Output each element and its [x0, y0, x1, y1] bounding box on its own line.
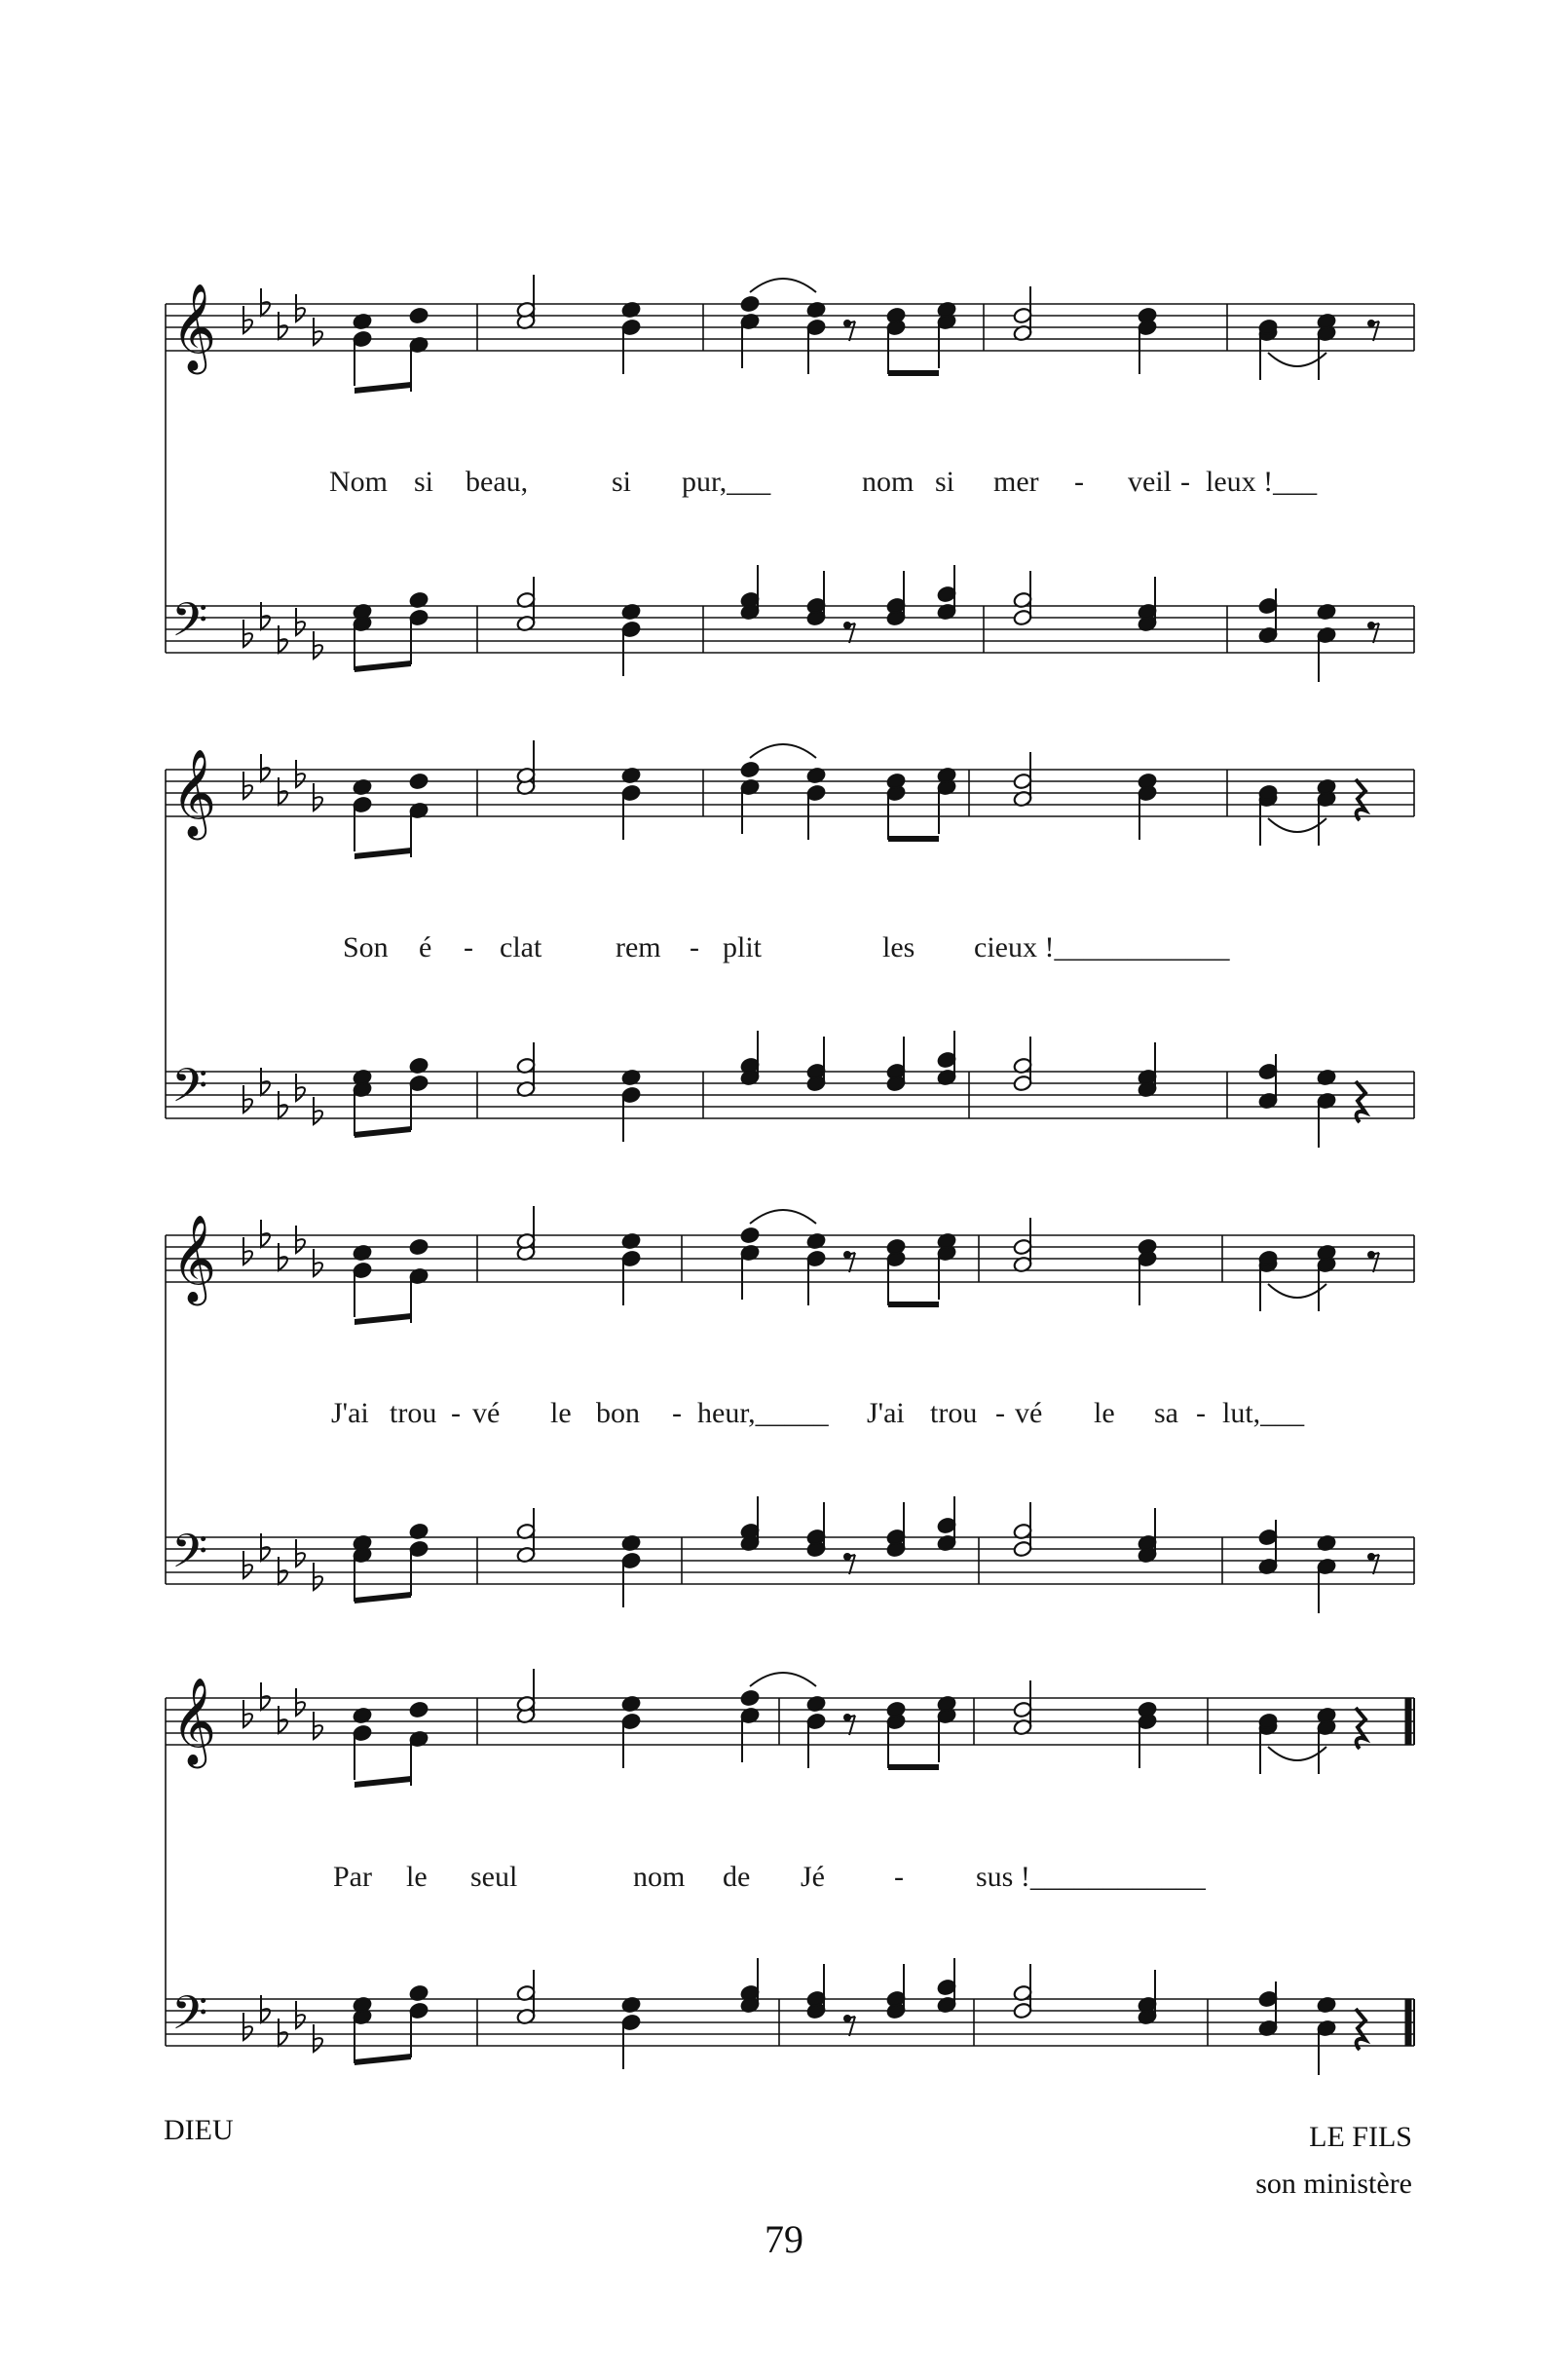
treble-clef-icon: 𝄞: [171, 749, 217, 837]
note-head: [740, 1227, 760, 1244]
lyric-syllable: -: [464, 931, 473, 963]
flat-sign: [296, 2001, 305, 2028]
footer-section-left: DIEU: [164, 2114, 234, 2146]
lyric-syllable: le: [406, 1861, 428, 1893]
lyric-syllable: cieux !____________: [974, 931, 1230, 963]
lyric-syllable: vé: [472, 1397, 501, 1429]
lyric-syllable: nom: [862, 466, 915, 498]
page-number: 79: [765, 2217, 803, 2261]
note-head: [740, 1689, 760, 1707]
note-beam: [355, 1126, 411, 1138]
bass-clef-icon: 𝄢: [171, 592, 208, 659]
footer-chapter: LE FILS: [1309, 2121, 1412, 2153]
note-head: [740, 761, 760, 778]
lyric-syllable: -: [672, 1397, 682, 1429]
flat-sign: [243, 1085, 252, 1113]
lyric-syllable: Par: [333, 1861, 372, 1893]
treble-clef-icon: 𝄞: [171, 1215, 217, 1302]
flat-sign: [296, 1688, 305, 1716]
flat-sign: [314, 1712, 322, 1739]
note-beam: [888, 370, 939, 376]
footer-section-right: [1255, 2114, 1412, 2208]
note-head: [409, 773, 429, 790]
lyric-syllable: -: [1180, 466, 1190, 498]
flat-sign: [296, 294, 305, 321]
lyric-syllable: bon: [596, 1397, 640, 1429]
flat-sign: [243, 2013, 252, 2040]
flat-sign: [261, 288, 270, 316]
flat-sign: [314, 1249, 322, 1276]
bass-clef-icon: 𝄢: [171, 1985, 208, 2052]
flat-sign: [296, 760, 305, 787]
flat-sign: [243, 1700, 252, 1727]
lyric-syllable: rem: [616, 931, 661, 963]
flat-sign: [243, 1551, 252, 1578]
lyric-syllable: si: [612, 466, 632, 498]
note-beam: [355, 848, 411, 859]
lyric-syllable: vé: [1015, 1397, 1043, 1429]
note-beam: [355, 1592, 411, 1604]
tie-arc: [750, 279, 816, 292]
lyric-syllable: -: [690, 931, 699, 963]
lyric-syllable: heur,_____: [697, 1397, 829, 1429]
flat-sign: [243, 620, 252, 647]
lyric-syllable: -: [451, 1397, 461, 1429]
lyric-syllable: veil: [1128, 466, 1172, 498]
flat-sign: [296, 1539, 305, 1566]
lyric-syllable: -: [995, 1397, 1005, 1429]
lyric-syllable: plit: [723, 931, 763, 963]
note-beam: [888, 836, 939, 842]
lyric-syllable: beau,: [466, 466, 529, 498]
flat-sign: [314, 1563, 322, 1590]
lyric-syllable: Jé: [801, 1861, 825, 1893]
lyric-syllable: mer: [993, 466, 1039, 498]
lyric-syllable: trou: [390, 1397, 437, 1429]
lyric-syllable: les: [882, 931, 915, 963]
flat-sign: [314, 318, 322, 345]
lyric-syllable: -: [894, 1861, 904, 1893]
note-beam: [888, 1302, 939, 1307]
note-beam: [355, 1776, 411, 1788]
lyric-syllable: le: [550, 1397, 572, 1429]
lyric-syllable: pur,___: [682, 466, 771, 498]
lyric-syllable: Nom: [329, 466, 388, 498]
flat-sign: [296, 1074, 305, 1101]
lyric-syllable: trou: [930, 1397, 978, 1429]
flat-sign: [314, 2024, 322, 2052]
bass-clef-icon: 𝄢: [171, 1058, 208, 1124]
flat-sign: [314, 631, 322, 659]
bass-clef-icon: 𝄢: [171, 1524, 208, 1590]
lyric-syllable: le: [1094, 1397, 1115, 1429]
flat-sign: [261, 1220, 270, 1247]
tie-arc: [750, 1673, 816, 1686]
note-head: [409, 1238, 429, 1256]
note-beam: [355, 382, 411, 394]
quarter-rest-icon: [1356, 1081, 1365, 1122]
flat-sign: [296, 1226, 305, 1253]
flat-sign: [243, 1237, 252, 1264]
lyric-syllable: leux !___: [1206, 466, 1318, 498]
footer-subchapter: son ministère: [1255, 2168, 1412, 2200]
lyric-syllable: si: [935, 466, 955, 498]
quarter-rest-icon: [1356, 1708, 1365, 1749]
lyric-syllable: clat: [500, 931, 542, 963]
note-beam: [355, 661, 411, 672]
flat-sign: [261, 1682, 270, 1710]
note-head: [740, 295, 760, 313]
flat-sign: [261, 754, 270, 781]
lyric-syllable: -: [1074, 466, 1084, 498]
lyric-syllable: J'ai: [331, 1397, 369, 1429]
lyric-syllable: si: [414, 466, 434, 498]
flat-sign: [243, 306, 252, 333]
note-beam: [888, 1764, 939, 1770]
lyric-syllable: J'ai: [867, 1397, 905, 1429]
lyric-syllable: sa: [1154, 1397, 1178, 1429]
lyric-syllable: Son: [343, 931, 389, 963]
lyric-syllable: sus !____________: [976, 1861, 1206, 1893]
lyric-syllable: -: [1196, 1397, 1206, 1429]
tie-arc: [750, 744, 816, 758]
lyric-syllable: é: [419, 931, 432, 963]
quarter-rest-icon: [1356, 779, 1365, 820]
note-beam: [355, 1313, 411, 1325]
flat-sign: [314, 783, 322, 811]
lyric-syllable: seul: [470, 1861, 518, 1893]
note-head: [409, 307, 429, 324]
treble-clef-icon: 𝄞: [171, 1678, 217, 1765]
tie-arc: [750, 1210, 816, 1224]
lyric-syllable: nom: [633, 1861, 686, 1893]
note-beam: [355, 2054, 411, 2065]
flat-sign: [243, 772, 252, 799]
quarter-rest-icon: [1356, 2009, 1365, 2050]
lyric-syllable: de: [723, 1861, 751, 1893]
flat-sign: [296, 608, 305, 635]
note-head: [409, 1701, 429, 1718]
flat-sign: [314, 1097, 322, 1124]
lyric-syllable: lut,___: [1222, 1397, 1305, 1429]
treble-clef-icon: 𝄞: [171, 283, 217, 371]
